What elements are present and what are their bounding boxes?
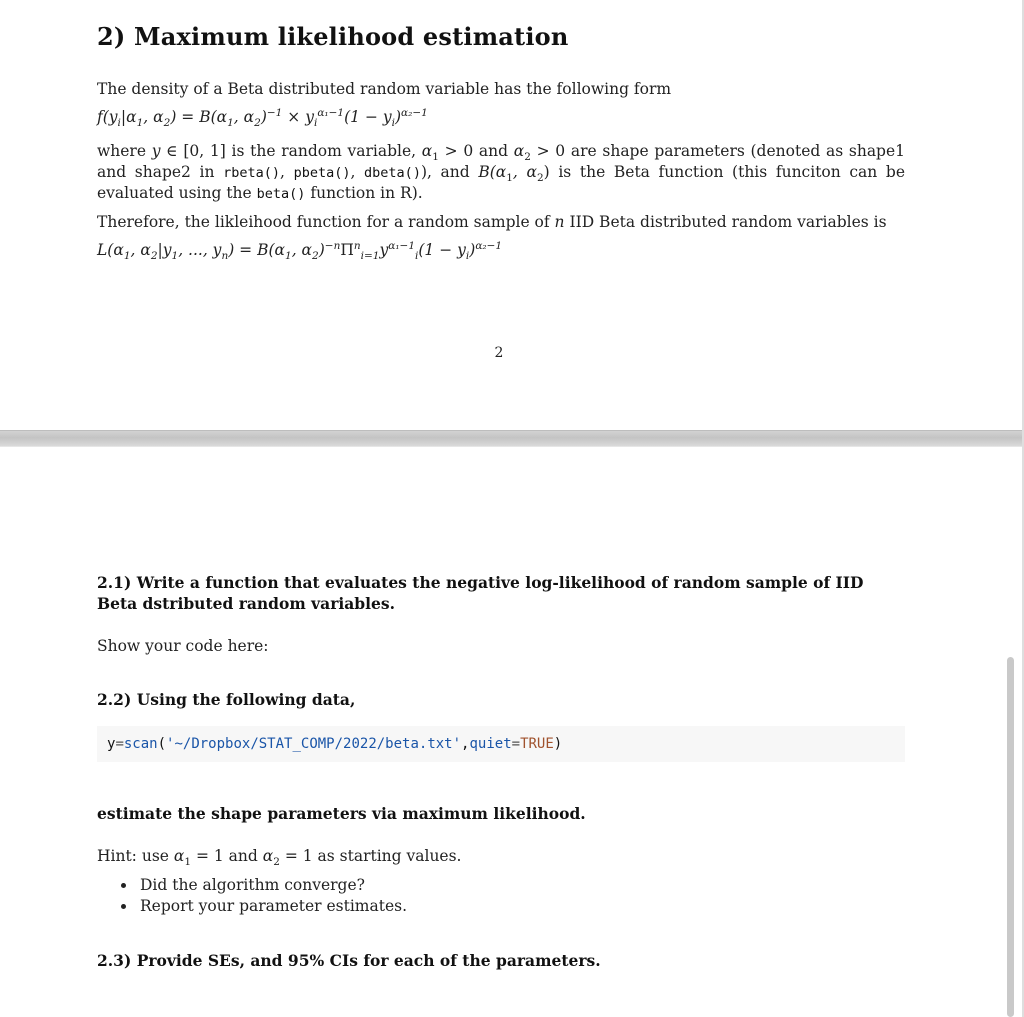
pdf-page-3 [0, 447, 1024, 1017]
code-dbeta: dbeta() [364, 164, 421, 181]
section-title: 2) Maximum likelihood estimation [97, 22, 569, 51]
likelihood-equation: $L(\alpha_1$, $\alpha_2|y_1$, ..., $y_n) = B(\alpha_1$, $\alpha_2)^{-n}\Pi^n_{i=1}y^{\alpha_1-1}_i(1 - y_i)^{\alpha_2-1}$ [97, 239, 503, 263]
question-2-1: 2.1) Write a function that evaluates the negative log-likelihood of random sample of IID Beta dstributed random variables. [97, 573, 864, 613]
where-paragraph: where y ∈ [0, 1] is the random variable, $\alpha_1 > 0$ and $\alpha_2 > 0$ are shape parameters (denoted as shape1 and shape2 in rbeta(), pbeta(), dbeta()), and $B(\alpha_1$, $\alpha_2$) is the Beta function (this funciton can be evaluated using the beta() function in R). [97, 142, 906, 202]
hint-bullet-list [97, 875, 905, 917]
code-block: y = scan ( '~/Dropbox/STAT_COMP/2022/beta.txt' , quiet = TRUE ) [97, 726, 905, 762]
therefore-paragraph: Therefore, the likleihood function for a random sample of n IID Beta distributed random variables is [97, 213, 887, 231]
code-beta: beta() [256, 186, 306, 202]
code-pbeta: pbeta() [293, 164, 351, 181]
question-2-3: 2.3) Provide SEs, and 95% CIs for each of the parameters. [97, 951, 601, 970]
page-separator [0, 430, 1024, 447]
question-2-2: 2.2) Using the following data, [97, 690, 356, 709]
vertical-scrollbar[interactable] [1007, 657, 1014, 1017]
show-code-prompt: Show your code here: [97, 637, 269, 655]
beta-density-equation: $f(y_i|\alpha_1$, $\alpha_2) = B(\alpha_1$, $\alpha_2)^{-1} \times y_i^{\alpha_1-1}(1 - y_i)^{\alpha_2-1}$ [97, 106, 428, 130]
estimate-instruction: estimate the shape parameters via maximum likelihood. [97, 804, 586, 823]
bullet-report-estimates: Report your parameter estimates. [97, 896, 905, 917]
bullet-converge: Did the algorithm converge? [97, 875, 905, 896]
code-rbeta: rbeta() [223, 164, 281, 181]
page-number: 2 [494, 345, 504, 361]
pdf-page-2 [0, 0, 1024, 430]
density-intro-text: The density of a Beta distributed random variable has the following form [97, 80, 672, 98]
hint-text: Hint: use $\alpha_1 = 1$ and $\alpha_2 = 1$ as starting values. [97, 847, 462, 869]
